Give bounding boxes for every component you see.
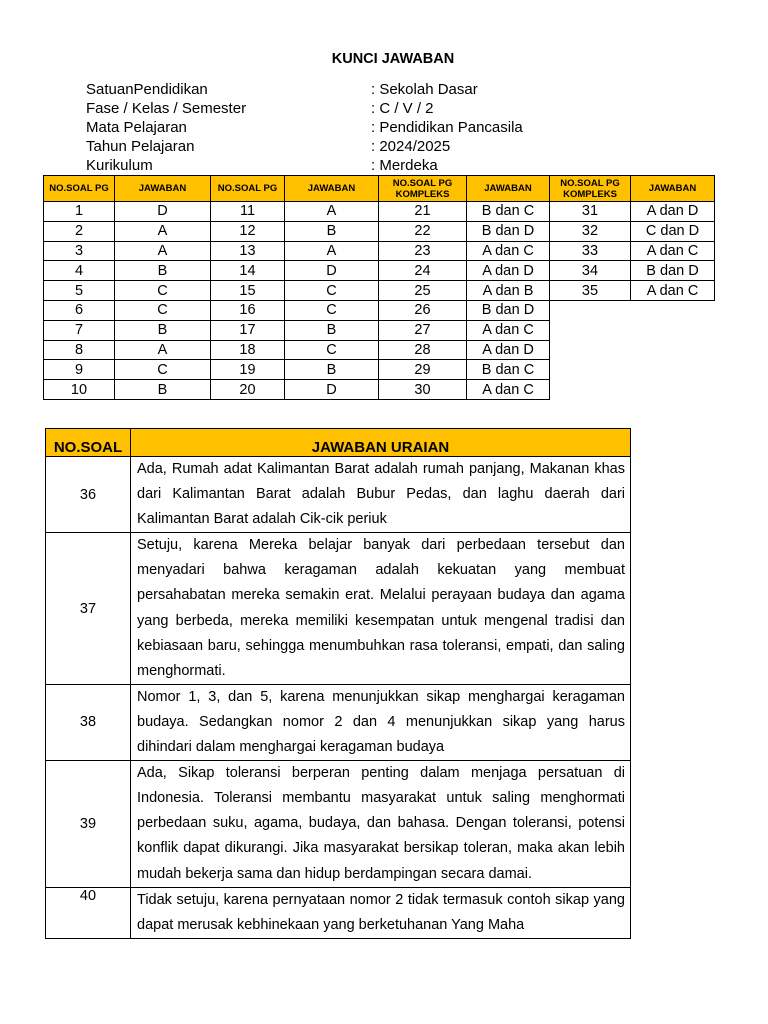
- column-header: NO.SOAL: [46, 429, 131, 457]
- question-number-cell: 6: [44, 300, 115, 320]
- table-header-row: [46, 429, 631, 457]
- question-number-cell: 29: [379, 360, 467, 380]
- question-number-cell: 14: [211, 261, 285, 281]
- answer-cell: B dan D: [467, 221, 550, 241]
- answer-cell: B: [115, 320, 211, 340]
- info-label: Mata Pelajaran: [86, 119, 187, 136]
- empty-cell: [550, 340, 631, 360]
- answer-cell: B: [115, 261, 211, 281]
- question-number-cell: 11: [211, 202, 285, 222]
- empty-cell: [550, 360, 631, 380]
- info-value: : 2024/2025: [371, 138, 451, 155]
- question-number-cell: 30: [379, 380, 467, 400]
- table-row: [44, 320, 715, 340]
- table-row: [46, 761, 631, 887]
- answer-cell: C: [115, 300, 211, 320]
- question-number-cell: 16: [211, 300, 285, 320]
- table-row: [44, 300, 715, 320]
- empty-cell: [631, 380, 715, 400]
- answer-cell: A dan C: [467, 241, 550, 261]
- answer-cell: B dan D: [467, 300, 550, 320]
- answer-cell: D: [285, 380, 379, 400]
- empty-cell: [550, 300, 631, 320]
- question-number-cell: 1: [44, 202, 115, 222]
- answer-cell: D: [115, 202, 211, 222]
- question-number-cell: 17: [211, 320, 285, 340]
- table-row: [44, 202, 715, 222]
- question-number-cell: 4: [44, 261, 115, 281]
- table-row: [46, 887, 631, 938]
- document-info: [86, 80, 523, 175]
- answer-cell: C: [285, 300, 379, 320]
- question-number-cell: 26: [379, 300, 467, 320]
- question-number-cell: 7: [44, 320, 115, 340]
- answer-cell: A: [285, 241, 379, 261]
- answer-cell: A: [115, 241, 211, 261]
- question-number-cell: 22: [379, 221, 467, 241]
- table-row: [44, 261, 715, 281]
- column-header: NO.SOAL PG: [44, 176, 115, 202]
- answer-cell: C: [115, 281, 211, 301]
- question-number-cell: 12: [211, 221, 285, 241]
- table-row: [46, 533, 631, 685]
- info-label: Fase / Kelas / Semester: [86, 100, 247, 117]
- essay-answer-cell: Ada, Sikap toleransi berperan penting dalam menjaga persatuan di Indonesia. Toleransi membantu masyarakat untuk saling menghormati perbedaan suku, agama, budaya, dan bahasa. Dengan toleransi, potensi konflik dapat dikurangi. Jika masyarakat bersikap toleran, maka akan lebih mudah bekerja sama dan hidup berdampingan secara damai.: [131, 761, 631, 887]
- question-number-cell: 38: [46, 684, 131, 760]
- answer-cell: C: [285, 281, 379, 301]
- question-number-cell: 36: [46, 457, 131, 533]
- question-number-cell: 23: [379, 241, 467, 261]
- table-row: [44, 281, 715, 301]
- answer-cell: B: [115, 380, 211, 400]
- column-header: JAWABAN: [285, 176, 379, 202]
- answer-cell: A dan D: [467, 340, 550, 360]
- question-number-cell: 31: [550, 202, 631, 222]
- question-number-cell: 15: [211, 281, 285, 301]
- table-row: [44, 380, 715, 400]
- answer-cell: B dan D: [631, 261, 715, 281]
- table-header-row: [44, 176, 715, 202]
- question-number-cell: 3: [44, 241, 115, 261]
- info-label: Kurikulum: [86, 157, 153, 174]
- answer-cell: A dan C: [467, 320, 550, 340]
- answer-cell: B dan C: [467, 202, 550, 222]
- column-header: NO.SOAL PG: [211, 176, 285, 202]
- info-value: : Pendidikan Pancasila: [371, 119, 523, 136]
- question-number-cell: 24: [379, 261, 467, 281]
- table-row: [46, 684, 631, 760]
- question-number-cell: 25: [379, 281, 467, 301]
- empty-cell: [631, 320, 715, 340]
- essay-answer-cell: Setuju, karena Mereka belajar banyak dari perbedaan tersebut dan menyadari bahwa keragaman adalah kekuatan yang membuat persahabatan mereka semakin erat. Melalui perayaan budaya dan agama yang berbeda, mereka memiliki kesempatan untuk mengenal tradisi dan kebiasaan baru, sehingga menumbuhkan rasa toleransi, empati, dan saling menghormati.: [131, 533, 631, 685]
- info-value: : Merdeka: [371, 157, 438, 174]
- question-number-cell: 37: [46, 533, 131, 685]
- answer-cell: C: [285, 340, 379, 360]
- table-row: [46, 457, 631, 533]
- empty-cell: [631, 340, 715, 360]
- table-row: [44, 340, 715, 360]
- answer-cell: B: [285, 221, 379, 241]
- info-row: [86, 118, 523, 137]
- question-number-cell: 10: [44, 380, 115, 400]
- answer-cell: A dan C: [631, 281, 715, 301]
- info-row: [86, 80, 523, 99]
- empty-cell: [631, 360, 715, 380]
- answer-cell: B dan C: [467, 360, 550, 380]
- question-number-cell: 35: [550, 281, 631, 301]
- question-number-cell: 18: [211, 340, 285, 360]
- essay-answer-cell: Ada, Rumah adat Kalimantan Barat adalah rumah panjang, Makanan khas dari Kalimantan Barat adalah Bubur Pedas, dan laghu daerah dari Kalimantan Barat adalah Cik-cik periuk: [131, 457, 631, 533]
- info-label: Tahun Pelajaran: [86, 138, 195, 155]
- info-value: : Sekolah Dasar: [371, 81, 478, 98]
- answer-cell: A dan B: [467, 281, 550, 301]
- question-number-cell: 39: [46, 761, 131, 887]
- question-number-cell: 21: [379, 202, 467, 222]
- answer-cell: A: [115, 340, 211, 360]
- essay-answer-cell: Tidak setuju, karena pernyataan nomor 2 tidak termasuk contoh sikap yang dapat merusak kebhinekaan yang berketuhanan Yang Maha: [131, 887, 631, 938]
- question-number-cell: 2: [44, 221, 115, 241]
- answer-cell: A: [285, 202, 379, 222]
- question-number-cell: 32: [550, 221, 631, 241]
- empty-cell: [550, 320, 631, 340]
- question-number-cell: 33: [550, 241, 631, 261]
- answer-cell: A dan C: [631, 241, 715, 261]
- question-number-cell: 13: [211, 241, 285, 261]
- table-row: [44, 360, 715, 380]
- answer-cell: B: [285, 320, 379, 340]
- essay-answer-table: [45, 428, 631, 939]
- question-number-cell: 5: [44, 281, 115, 301]
- question-number-cell: 34: [550, 261, 631, 281]
- answer-cell: A dan D: [631, 202, 715, 222]
- essay-answer-cell: Nomor 1, 3, dan 5, karena menunjukkan sikap menghargai keragaman budaya. Sedangkan nomor 2 dan 4 menunjukkan sikap yang harus dihindari dalam menghargai keragaman budaya: [131, 684, 631, 760]
- answer-cell: D: [285, 261, 379, 281]
- column-header: NO.SOAL PG KOMPLEKS: [379, 176, 467, 202]
- info-label: SatuanPendidikan: [86, 81, 208, 98]
- column-header: JAWABAN URAIAN: [131, 429, 631, 457]
- column-header: JAWABAN: [631, 176, 715, 202]
- column-header: NO.SOAL PG KOMPLEKS: [550, 176, 631, 202]
- column-header: JAWABAN: [467, 176, 550, 202]
- empty-cell: [631, 300, 715, 320]
- info-value: : C / V / 2: [371, 100, 434, 117]
- question-number-cell: 19: [211, 360, 285, 380]
- question-number-cell: 28: [379, 340, 467, 360]
- empty-cell: [550, 380, 631, 400]
- question-number-cell: 8: [44, 340, 115, 360]
- question-number-cell: 20: [211, 380, 285, 400]
- question-number-cell: 40: [46, 887, 131, 938]
- multiple-choice-answer-table: [43, 175, 715, 400]
- question-number-cell: 9: [44, 360, 115, 380]
- info-row: [86, 156, 523, 175]
- table-row: [44, 221, 715, 241]
- info-row: [86, 99, 523, 118]
- column-header: JAWABAN: [115, 176, 211, 202]
- answer-cell: A dan C: [467, 380, 550, 400]
- question-number-cell: 27: [379, 320, 467, 340]
- answer-cell: C dan D: [631, 221, 715, 241]
- table-row: [44, 241, 715, 261]
- answer-cell: A: [115, 221, 211, 241]
- answer-cell: C: [115, 360, 211, 380]
- answer-cell: A dan D: [467, 261, 550, 281]
- answer-cell: B: [285, 360, 379, 380]
- info-row: [86, 137, 523, 156]
- page-title: KUNCI JAWABAN: [331, 51, 455, 67]
